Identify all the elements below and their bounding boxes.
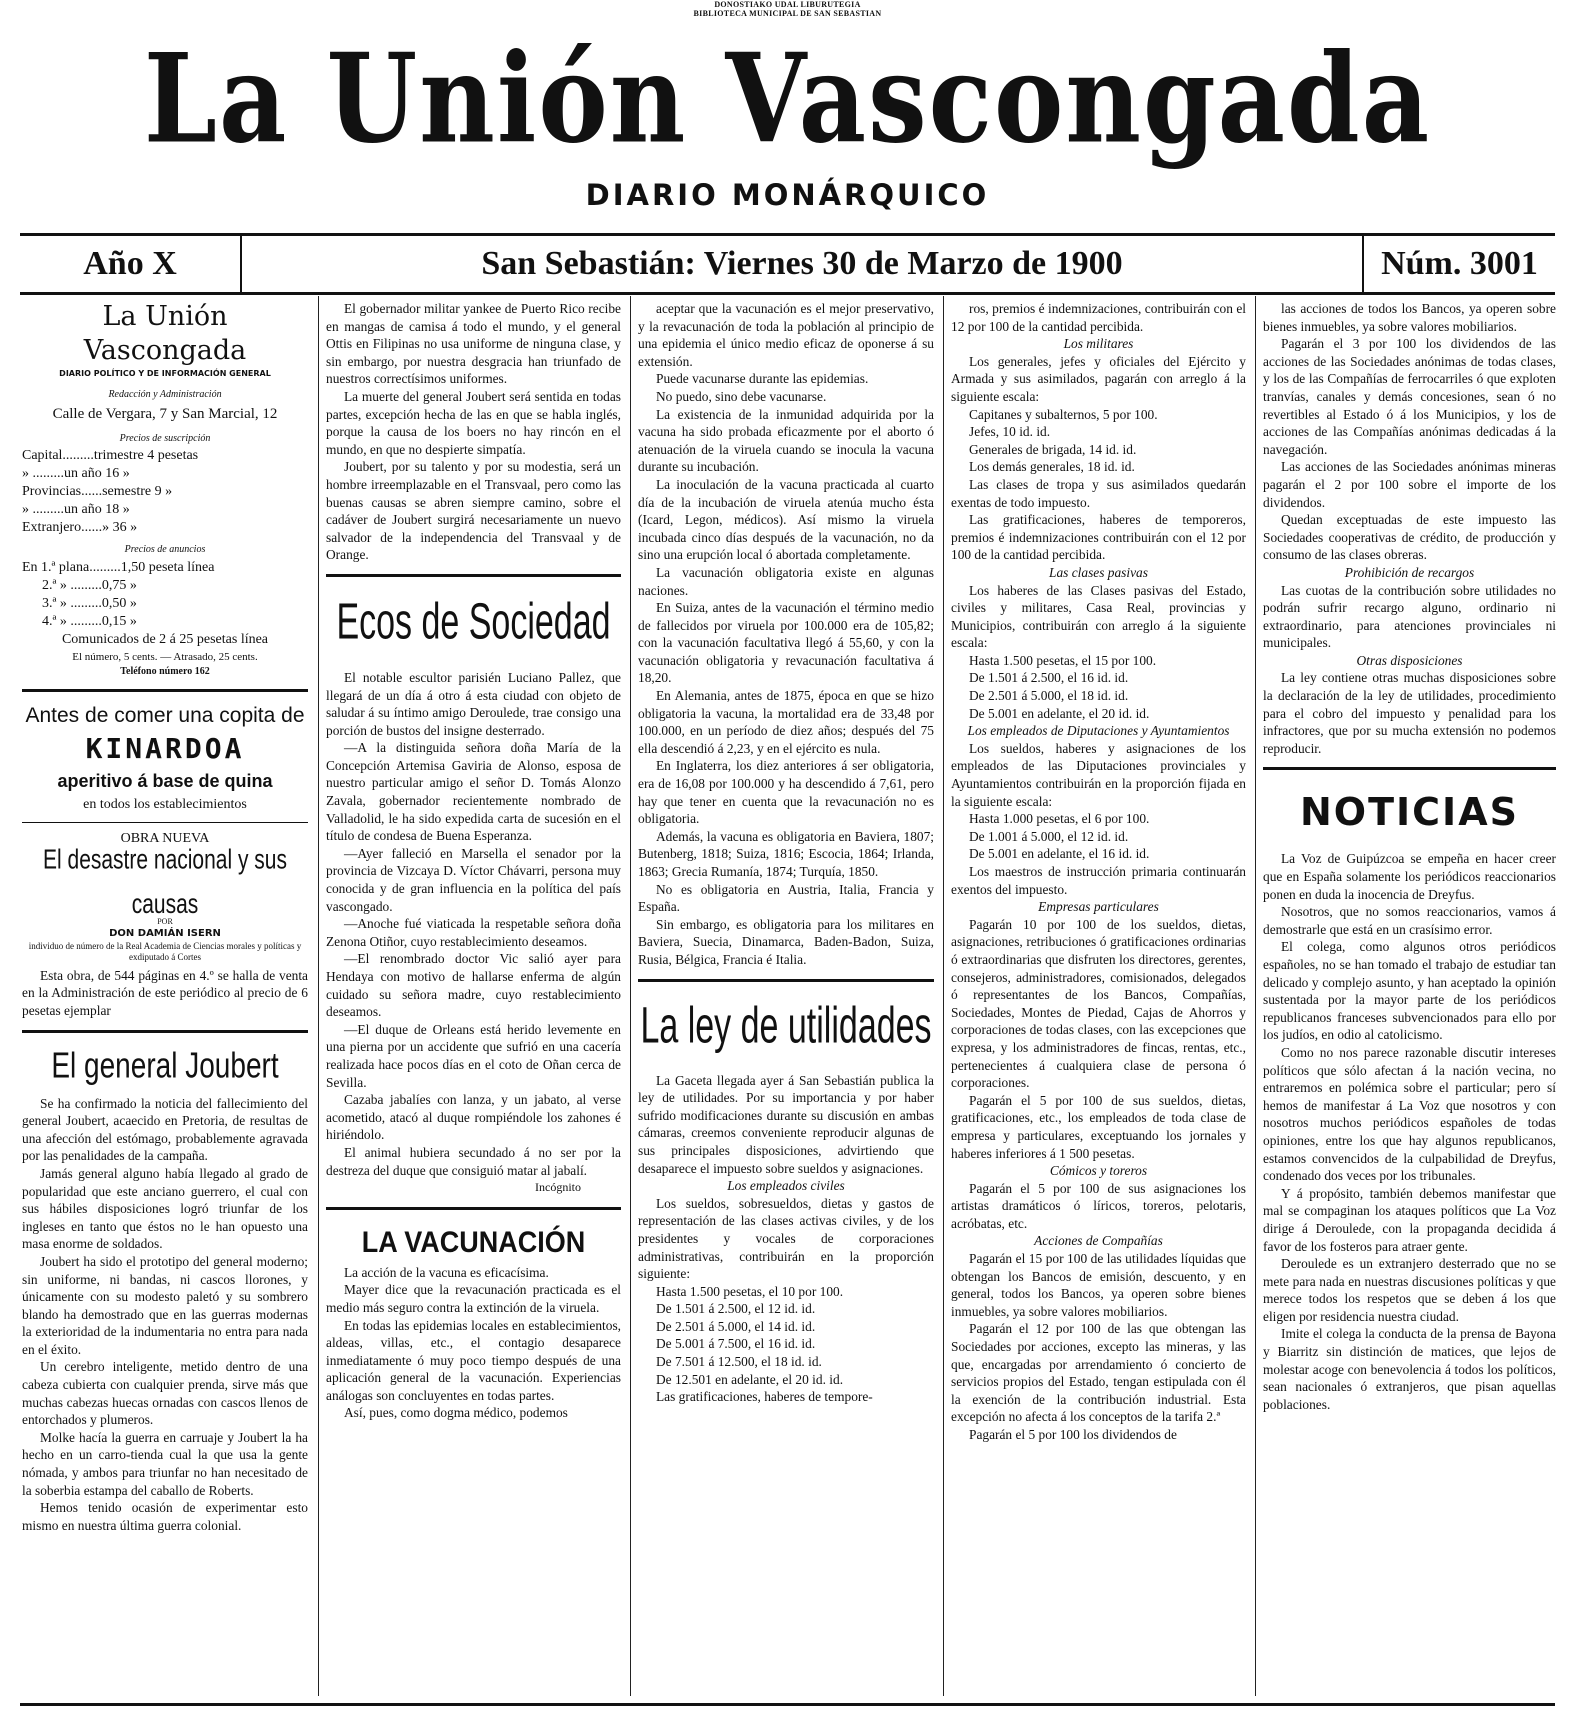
article-paragraph: En todas las epidemias locales en establecimientos, aldeas, villas, etc., el contagio desaparece inmediatamente ó muy poco tiempo después de una aplicación general de la vacunación. Experiencias análogas son concluyentes en todas partes.: [326, 1317, 621, 1403]
scale-line: De 2.501 á 5.000, el 14 id. id.: [656, 1318, 816, 1334]
scale-line: De 2.501 á 5.000, el 18 id. id.: [969, 688, 1129, 704]
ad-price-line: 2.ª » .........0,75 »: [42, 577, 137, 593]
ad-kinardoa-brand: KINARDOA: [85, 731, 245, 765]
article-paragraph: —A la distinguida señora doña María de la Concepción Artemisa Gaviria de Alonso, esposa de nuestro particular amigo el señor D. Tomás Alonzo Zavala, gobernador recientemente nombrado de Valladolid, le ha sido expedida carta de sucesión en el título de condesa de Buena Esperanza.: [326, 740, 621, 844]
telephone: Teléfono número 162: [120, 665, 210, 677]
article-paragraph: En Suiza, antes de la vacunación el término medio de fallecidos por viruela por 100.000 era de 105,82; con la vacunación facultativa llegó á 55,60, y con la vacunación obligatoria y revacunación facultativa á 18,20.: [638, 600, 934, 686]
article-paragraph: El gobernador militar yankee de Puerto Rico recibe en mangas de camisa á todo el mundo, y el general Ottis en Filipinas no usa uniforme de ninguna clase, y sin embargo, por nuestra desgracia han triunfado de nuestros correctísimos uniformes.: [326, 301, 621, 387]
comunicados: Comunicados de 2 á 25 pesetas línea: [61, 631, 269, 647]
article-paragraph: Como no nos parece razonable discutir intereses políticos que sólo afectan á la nación vecina, no entraremos en polémica sobre el particular; pero sí hemos de manifestar á La Voz que nosotros y con nosotros muchos periódicos españoles de todas opiniones, entre los que hay algunos republicanos, estamos convencidos de la culpabilidad de Dreyfus, condenado dos veces por los tribunales.: [1263, 1044, 1556, 1184]
scale-line: De 1.501 á 2.500, el 12 id. id.: [656, 1301, 816, 1317]
ad-kinardoa-line2: aperitivo á base de quina: [57, 770, 273, 791]
article-paragraph: —Anoche fué viaticada la respetable señora doña Zenona Otiñor, cuyo restablecimiento deseamos.: [326, 916, 621, 949]
article-paragraph: Pagarán el 5 por 100 de sus sueldos, dietas, gratificaciones, etc., los empleados de toda clase de empresa y particulares, exceptuando los jornales y haberes inferiores á 1 500 pesetas.: [951, 1092, 1246, 1161]
article-paragraph: las acciones de todos los Bancos, ya operen sobre bienes inmuebles, ya sobre valores mobiliarios.: [1263, 301, 1556, 334]
year-label: Año X: [83, 245, 177, 282]
article-paragraph: ros, premios é indemnizaciones, contribuirán con el 12 por 100 de la cantidad percibida.: [951, 301, 1246, 334]
article-paragraph: En Alemania, antes de 1875, época en que se hizo obligatoria la vacuna, la mortalidad era de 33,48 por 100.000, en un período de diez años; después del 75 ella descendió á 2,23, y en el ejército es nula.: [638, 688, 934, 756]
section-heading: Cómicos y toreros: [1049, 1163, 1148, 1179]
article-paragraph: Pagarán 10 por 100 de los sueldos, dietas, asignaciones, retribuciones ó gratificaciones ordinarias ó extraordinarias que disfruten los directores, gerentes, consejeros, administradores, comisionados, delegados ó representantes de los Bancos, Compañías, Sociedades, Montes de Piedad, Cajas de Ahorros y corporaciones de todas clases, con las excepciones que expresa, y los administradores de fincas, rentas, etc., pertenecientes á cualquiera clase de persona ó corporaciones.: [951, 916, 1246, 1091]
article-paragraph: Joubert, por su talento y por su modestia, será un hombre irreemplazable en el Transvaal, pero como las buenas causas se abren siempre camino, sobre el cadáver de Joubert surgirá necesariamente un nuevo salvador de la independencia del Transvaal y de Orange.: [326, 459, 621, 563]
issue-number: Núm. 3001: [1381, 245, 1538, 282]
article-paragraph: La muerte del general Joubert será sentida en todas partes, excepción hecha de las en que se habla inglés, porque la causa de los boers no hay rincón en el mundo, en que no despierte simpatía.: [326, 388, 621, 457]
article-paragraph: Pagarán el 3 por 100 los dividendos de las acciones de las Sociedades anónimas de todas clases, y los de las Compañías de ferrocarriles ó que exploten tranvías, canales y demás concesiones, sean ó no revertibles al Estado ó á los Municipios, y los de acciones de las Compañías anónimas dedicadas á la navegación.: [1263, 336, 1556, 457]
book-text: Esta obra, de 544 páginas en 4.º se halla de venta en la Administración de este periódico al precio de 6 pesetas ejemplar: [22, 967, 308, 1018]
article-paragraph: El notable escultor parisién Luciano Pallez, que llegará de un día á otro á esta ciudad con objeto de saludar á su íntimo amigo Deroulede, trae consigo una porción de bustos del insigne desterrado.: [326, 669, 621, 738]
article-paragraph: aceptar que la vacunación es el mejor preservativo, y la revacunación de toda la población al principio de una epidemia el único medio eficaz de oponerse á su extensión.: [638, 301, 934, 369]
column-rule: [1255, 296, 1256, 1696]
book-author: DON DAMIÁN ISERN: [109, 927, 221, 939]
article-paragraph: Cazaba jabalíes con lanza, y un jabato, al verse acometido, atacó al duque rompiéndole los zahones é hiriéndolo.: [326, 1092, 621, 1143]
article-paragraph: La acción de la vacuna es eficacísima.: [344, 1264, 549, 1280]
article-paragraph: Pagarán el 5 por 100 los dividendos de: [969, 1427, 1177, 1442]
article-paragraph: Las cuotas de la contribución sobre utilidades no podrán sufrir recargo alguno, ordinario ni extraordinario, para atenciones provinciales ni municipales.: [1263, 582, 1556, 651]
article-paragraph: Imite el colega la conducta de la prensa de Bayona y Biarritz sin distinción de matices, que lejos de molestar acoge con benevolencia á todos los políticos, sean nacionales ó extranjeros, que pisan aquellas poblaciones.: [1263, 1326, 1556, 1412]
bottom-rule: [20, 1703, 1555, 1706]
article-paragraph: Deroulede es un extranjero desterrado que no se mete para nada en nuestras discusiones políticas y que merece todos los respetos que se deben á los que eligen por residencia nuestra ciudad.: [1263, 1256, 1556, 1324]
scale-line: Jefes, 10 id. id.: [969, 424, 1051, 440]
article-paragraph: Un cerebro inteligente, metido dentro de una cabeza cubierta con cualquier prenda, sirve más que muchas cabezas huecas ornadas con cascos llenos de entorchados y plumeros.: [22, 1359, 308, 1428]
column-4: [951, 300, 1246, 1695]
redaccion-label: Redacción y Administración: [108, 389, 222, 400]
article-paragraph: Nosotros, que no somos reaccionarios, vamos á demostrarle que está en un crasísimo error.: [1263, 904, 1556, 937]
article-paragraph: Los sueldos, haberes y asignaciones de los empleados de las Diputaciones provinciales y Ayuntamientos contribuirán en la proporción fijada en la siguiente escala:: [951, 740, 1246, 809]
article-paragraph: No puedo, sino debe vacunarse.: [656, 388, 827, 404]
section-heading: Las clases pasivas: [1049, 564, 1148, 580]
masthead-title: La Unión Vascongada: [143, 25, 1432, 171]
article-paragraph: Se ha confirmado la noticia del fallecimiento del general Joubert, acaecido en Pretoria, de resultas de una afección del estómago, probablemente agravada por las penalidades de la campaña.: [22, 1095, 308, 1164]
section-heading: Empresas particulares: [1038, 899, 1159, 915]
article-paragraph: La existencia de la inmunidad adquirida por la vacuna ha sido probada eficazmente por el aborto ó atenuación de la viruela cuando se inocula la vacuna durante su incubación.: [638, 406, 934, 475]
column-rule: [318, 296, 319, 1696]
price-line: Capital.........trimestre 4 pesetas: [22, 448, 199, 464]
article-paragraph: Pagarán el 5 por 100 de sus asignaciones los artistas dramáticos ó líricos, toreros, pelotaris, acróbatas, etc.: [951, 1180, 1246, 1231]
divider: [1263, 767, 1556, 770]
scale-line: De 5.001 en adelante, el 16 id. id.: [969, 846, 1150, 862]
scale-line: Los demás generales, 18 id. id.: [969, 459, 1135, 475]
issue-price: El número, 5 cents. — Atrasado, 25 cents.: [72, 650, 258, 663]
column-3: [638, 300, 934, 1695]
section-heading: Los empleados civiles: [727, 1178, 845, 1194]
joubert-headline: El general Joubert: [51, 1044, 279, 1086]
book-author-info: individuo de número de la Real Academia de Ciencias morales y políticas y exdiputado á Cortes: [28, 940, 302, 962]
divider: [22, 1030, 308, 1033]
ecos-headline: Ecos de Sociedad: [336, 593, 611, 651]
ad-price-line: 3.ª » .........0,50 »: [42, 595, 137, 611]
article-paragraph: Los haberes de las Clases pasivas del Estado, civiles y militares, Casa Real, provincias y Municipios, contribuirán con arreglo á la siguiente escala:: [951, 582, 1246, 651]
divider: [326, 1207, 621, 1210]
scale-line: De 12.501 en adelante, el 20 id. id.: [656, 1371, 844, 1387]
price-line: » .........un año 18 »: [22, 502, 130, 518]
article-paragraph: —El duque de Orleans está herido levemente en una pierna por un accidente que sufrió en una cacería realizada hace pocos días en el coto de Oñan cerca de Sevilla.: [326, 1021, 621, 1090]
column-rule: [943, 296, 944, 1696]
article-paragraph: Jamás general alguno había llegado al grado de popularidad que este anciano guerrero, el cual con sus hábiles disposiciones logró triunfar de los ingleses en tanto que éstos no le han opuesto una masa enorme de soldados.: [22, 1165, 308, 1252]
article-paragraph: Sin embargo, es obligatoria para los militares en Baviera, Suecia, Dinamarca, Baden-Badon, Suiza, Rusia, Bélgica, Francia é Italia.: [638, 916, 934, 967]
ad-price-line: 4.ª » .........0,15 »: [42, 613, 137, 629]
price-line: Extranjero......» 36 »: [22, 520, 138, 536]
stamp-line: DONOSTIAKO UDAL LIBURUTEGIA: [714, 0, 861, 9]
scale-line: De 7.501 á 12.500, el 18 id. id.: [656, 1354, 822, 1370]
article-paragraph: El animal hubiera secundado á no ser por la destreza del duque que consiguió matar al jabalí.: [326, 1144, 621, 1178]
article-paragraph: Pagarán el 12 por 100 de las que obtengan las Sociedades por acciones, excepto las mineras, y las que, encargadas por arrendamiento ó concierto de servicios propios del Estado, tengan estipulada con él la exención de la contribución industrial. Esta excepción no afecta á los conceptos de la tarifa 2.ª: [951, 1321, 1246, 1425]
price-line: Provincias......semestre 9 »: [22, 484, 173, 500]
ad-price-line: En 1.ª plana.........1,50 peseta línea: [22, 559, 215, 575]
scale-line: De 5.001 en adelante, el 20 id. id.: [969, 705, 1150, 721]
article-paragraph: Molke hacía la guerra en carruaje y Joubert la ha hecho en un carro-tienda cual la que usa la gente nómada, y ambos para triunfar no han necesitado de la soberbia estampa del caballo de Roberts.: [22, 1429, 308, 1498]
scale-line: Hasta 1.500 pesetas, el 10 por 100.: [656, 1283, 844, 1299]
scale-line: Capitanes y subalternos, 5 por 100.: [969, 406, 1158, 422]
section-heading: Prohibición de recargos: [1344, 564, 1475, 580]
article-paragraph: La Voz de Guipúzcoa se empeña en hacer creer que en España solamente los periódicos reaccionarios ponen en duda la inocencia de Dreyfus.: [1263, 851, 1556, 902]
noticias-headline: NOTICIAS: [1300, 790, 1519, 835]
subscription-heading: Precios de suscripción: [119, 432, 211, 444]
book-por: POR: [157, 916, 173, 926]
article-paragraph: Así, pues, como dogma médico, podemos: [344, 1405, 568, 1421]
column-rule: [630, 296, 631, 1696]
column-5: [1263, 300, 1556, 1695]
book-label: OBRA NUEVA: [120, 830, 210, 846]
article-paragraph: Las clases de tropa y sus asimilados quedarán exentas de todo impuesto.: [951, 476, 1246, 510]
info-box-subtitle: DIARIO POLÍTICO Y DE INFORMACIÓN GENERAL: [59, 369, 271, 378]
column-1: [22, 300, 308, 1695]
section-heading: Otras disposiciones: [1356, 652, 1463, 668]
article-paragraph: En Inglaterra, los diez anteriores á ser obligatoria, era de 16,08 por 100.000 y ha descendido á 7,61, pero hay que tener en cuenta que la revacunación no es obligatoria.: [638, 758, 934, 827]
section-heading: Los militares: [1063, 336, 1134, 352]
info-box-title: La Unión Vascongada: [83, 301, 247, 366]
article-paragraph: Y á propósito, también debemos manifestar que mal se compaginan los ataques políticos que La Voz dirige á Deroulede, con la propaganda decidida á favor de los fosteros para atraer gente.: [1263, 1185, 1556, 1254]
section-heading: Los empleados de Diputaciones y Ayuntamientos: [967, 723, 1230, 739]
dateline-bar: [20, 233, 1555, 295]
article-paragraph: Joubert ha sido el prototipo del general moderno; sin uniforme, ni bandas, ni cascos llorones, y únicamente con su modesto paletó y su sombrero blando ha demostrado que en las guerras modernas la exterioridad de la indumentaria no entra para nada en el éxito.: [22, 1253, 308, 1357]
address: Calle de Vergara, 7 y San Marcial, 12: [52, 405, 278, 422]
vacunacion-headline: LA VACUNACIÓN: [361, 1225, 586, 1259]
article-paragraph: Los sueldos, sobresueldos, dietas y gastos de representación de las clases activas civiles, y de los presidentes y vocales de corporaciones administrativas, contribuirán en la proporción siguiente:: [638, 1195, 934, 1282]
ad-kinardoa-line3: en todos los establecimientos: [83, 796, 247, 812]
scale-line: De 1.501 á 2.500, el 16 id. id.: [969, 670, 1129, 686]
article-paragraph: Quedan exceptuadas de este impuesto las Sociedades cooperativas de crédito, de producción y consumo de las clases obreras.: [1263, 512, 1556, 563]
scale-line: Hasta 1.000 pesetas, el 6 por 100.: [969, 811, 1150, 827]
article-paragraph: Pagarán el 15 por 100 de las utilidades líquidas que obtengan los Bancos de emisión, descuento, y en general, todos los Bancos, ya operen sobre bienes inmuebles, ya sobre valores mobiliarios.: [951, 1251, 1246, 1319]
signature: Incógnito: [535, 1180, 581, 1195]
article-paragraph: Los maestros de instrucción primaria continuarán exentos del impuesto.: [951, 864, 1246, 897]
price-line: » .........un año 16 »: [22, 466, 130, 482]
article-paragraph: Puede vacunarse durante las epidemias.: [656, 371, 869, 387]
article-paragraph: La inoculación de la vacuna practicada al cuarto día de la incubación de viruela atenúa mucho ésta (Icard, Legon, médicos). Así mismo la viruela incubada cinco días después de la vacunación, no da sino una erupción local ó abortada completamente.: [638, 476, 934, 563]
article-paragraph: La Gaceta llegada ayer á San Sebastián publica la ley de utilidades. Por su importancia y por haber sufrido modificaciones durante su discusión en ambas cámaras, creemos conveniente reproducir algunas de sus principales disposiciones, advirtiendo que desaparece el impuesto sobre sueldos y asignaciones.: [638, 1072, 934, 1176]
article-paragraph: Hemos tenido ocasión de experimentar esto mismo en nuestra última guerra colonial.: [22, 1500, 308, 1533]
article-paragraph: La vacunación obligatoria existe en algunas naciones.: [638, 564, 934, 598]
article-paragraph: El colega, como algunos otros periódicos españoles, no se han tomado el trabajo de estudiar tan delicado y complejo asunto, y han aceptado la opinión sustentada por la mayor parte de los periódicos republicanos franceses subvencionados para ello por los judíos, en odio al catolicismo.: [1263, 939, 1556, 1043]
article-paragraph: Las gratificaciones, haberes de temporeros, premios é indemnizaciones contribuirán con el 12 por 100 de la cantidad percibida.: [951, 512, 1246, 563]
article-paragraph: —El renombrado doctor Vic salió ayer para Hendaya con motivo de hallarse enferma de algún cuidado su señora madre, cuyo restablecimiento deseamos.: [326, 951, 621, 1020]
scale-line: Generales de brigada, 14 id. id.: [969, 441, 1137, 457]
column-2: [326, 300, 621, 1695]
scale-line: De 1.001 á 5.000, el 12 id. id.: [969, 828, 1129, 844]
library-stamp: [0, 0, 1575, 18]
article-paragraph: Además, la vacuna es obligatoria en Baviera, 1807; Butenberg, 1818; Suiza, 1816; Escocia, 1864; Irlanda, 1863; Grecia Rumanía, 1874; Turquía, 1850.: [638, 828, 934, 879]
article-paragraph: —Ayer falleció en Marsella el senador por la provincia de Vizcaya D. Víctor Chávarri, persona muy conocida y de gran influencia en la política del país vascongado.: [326, 845, 621, 914]
section-heading: Acciones de Compañías: [1034, 1233, 1163, 1249]
book-title: El desastre nacional y sus causas: [43, 845, 287, 920]
ley-headline: La ley de utilidades: [640, 997, 932, 1055]
article-paragraph: Las gratificaciones, haberes de tempore-: [656, 1389, 873, 1405]
ad-kinardoa-line1: Antes de comer una copita de: [25, 703, 305, 727]
divider: [22, 822, 308, 823]
masthead-subtitle: DIARIO MONÁRQUICO: [585, 178, 990, 212]
date-label: San Sebastián: Viernes 30 de Marzo de 1900: [481, 245, 1123, 282]
article-paragraph: Los generales, jefes y oficiales del Ejército y Armada y sus asimilados, pagarán con arreglo á la siguiente escala:: [951, 353, 1246, 404]
article-paragraph: Las acciones de las Sociedades anónimas mineras pagarán el 2 por 100 sobre el importe de los dividendos.: [1263, 459, 1556, 510]
divider: [22, 689, 308, 692]
ads-heading: Precios de anuncios: [124, 544, 206, 556]
article-paragraph: Mayer dice que la revacunación practicada es el medio más seguro contra la extinción de la viruela.: [326, 1282, 621, 1315]
article-paragraph: La ley contiene otras muchas disposiciones sobre la declaración de la ley de utilidades, procedimiento para el cobro del impuesto y penalidad para los infractores, que por su mucha extensión no podemos reproducir.: [1263, 670, 1556, 756]
scale-line: Hasta 1.500 pesetas, el 15 por 100.: [969, 652, 1157, 668]
article-paragraph: No es obligatoria en Austria, Italia, Francia y España.: [638, 881, 934, 915]
scale-line: De 5.001 á 7.500, el 16 id. id.: [656, 1336, 816, 1352]
stamp-line: BIBLIOTECA MUNICIPAL DE SAN SEBASTIAN: [693, 9, 882, 18]
